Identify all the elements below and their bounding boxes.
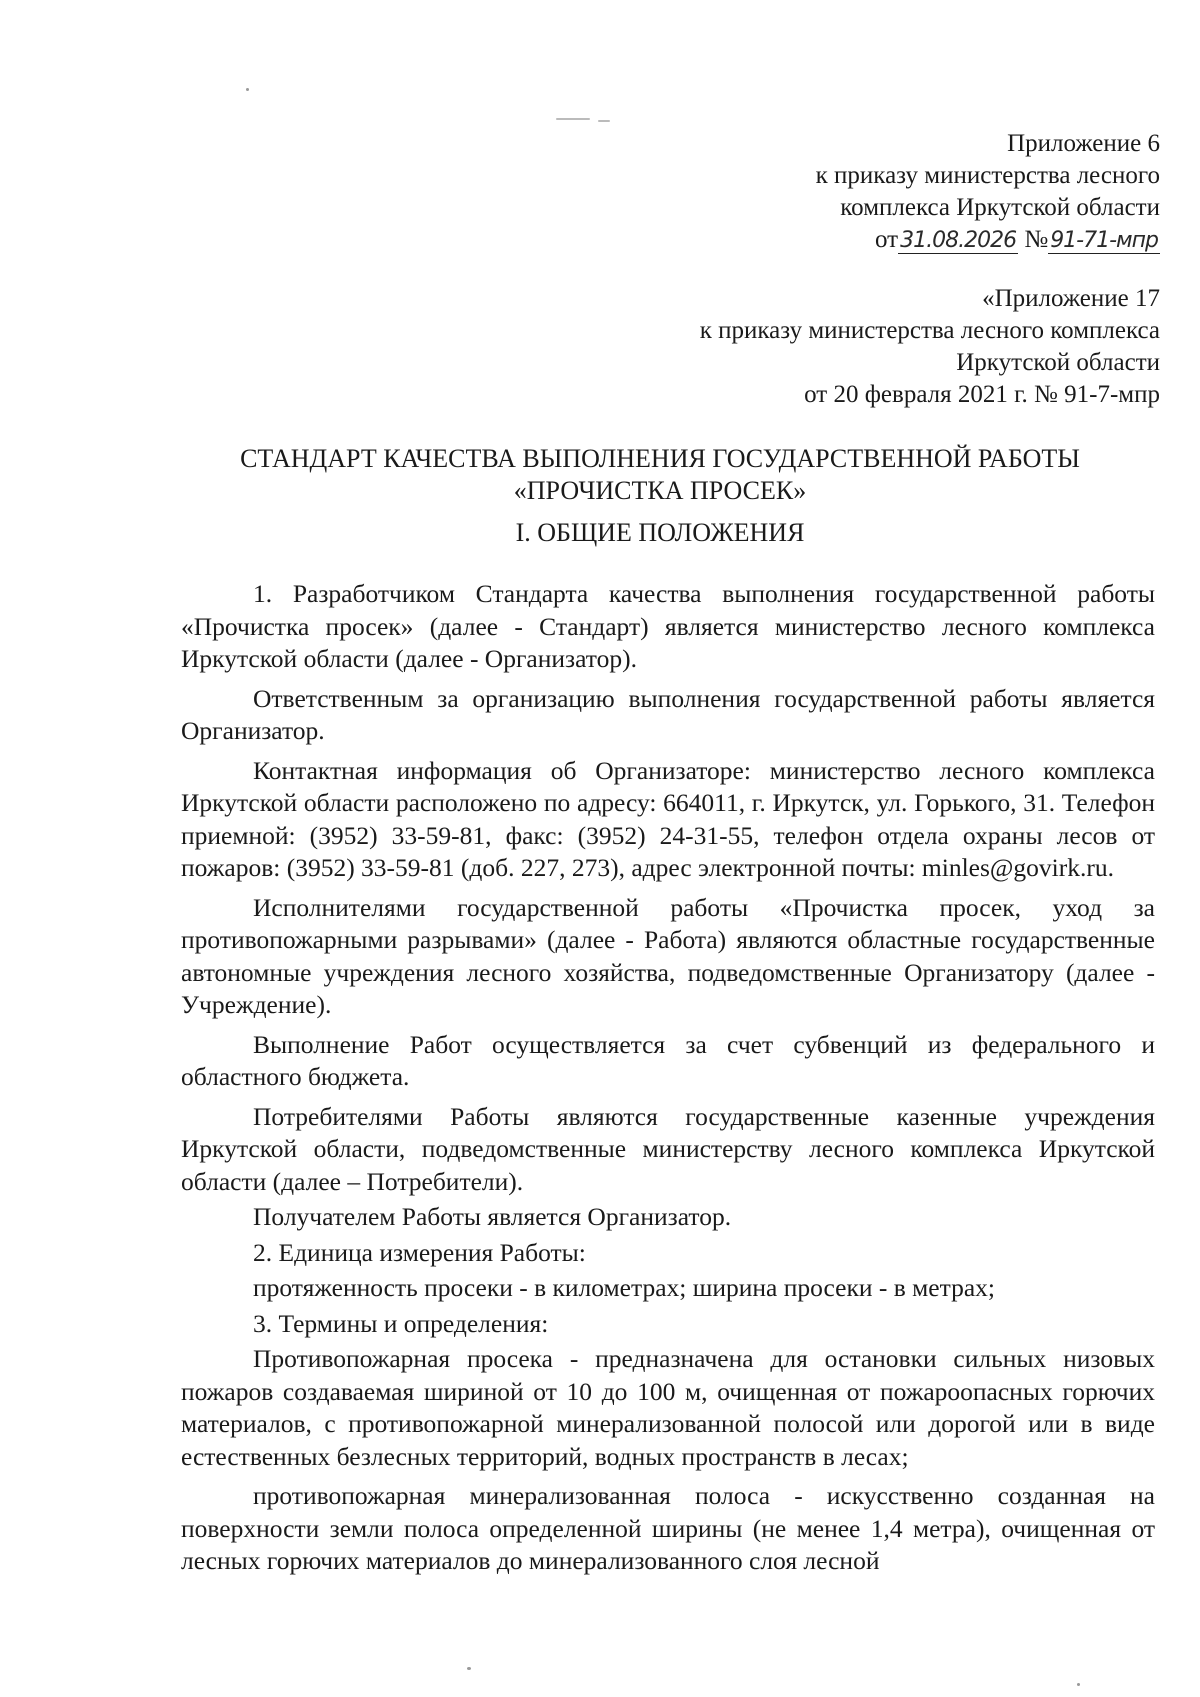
appendix-17-order-line: к приказу министерства лесного комплекса xyxy=(699,317,1160,344)
scan-speck xyxy=(598,120,610,122)
appendix-6-block xyxy=(816,128,1160,257)
paragraph-mineral-strip-definition: противопожарная минерализованная полоса - искусственно созданная на поверхности земли полоса определенной ширины (не менее 1,4 метра), очищенная от лесных горючих материалов до минерализованного слоя лесной xyxy=(181,1481,1155,1575)
number-prefix: № xyxy=(1024,226,1049,253)
date-prefix: от xyxy=(875,226,899,253)
appendix-17-title: «Приложение 17 xyxy=(982,285,1160,312)
document-body xyxy=(181,578,1155,1578)
paragraph-contacts: Контактная информация об Организаторе: министерство лесного комплекса Иркутской области расположено по адресу: 664011, г. Иркутск, ул. Горького, 31. Телефон приемной: (3952) 33-59-81, факс: (3952) 24-31-55, телефон отдела охраны лесов от пожаров: (3952) 33-59-81 (доб. 227, 273), адрес электронной почты: minles@govirk.ru. xyxy=(181,755,1155,882)
paragraph-terms-heading: 3. Термины и определения: xyxy=(253,1308,549,1338)
paragraph-responsible: Ответственным за организацию выполнения государственной работы является Организатор. xyxy=(181,683,1155,745)
appendix-6-date-number xyxy=(816,224,1160,257)
appendix-17-region-line: Иркутской области xyxy=(956,349,1160,376)
paragraph-firebreak-definition: Противопожарная просека - предназначена для остановки сильных низовых пожаров создаваемая шириной от 10 до 100 м, очищенная от пожароопасных горючих материалов, с противопожарной минерализованной полосой или дорогой или в виде естественных безлесных территорий, водных пространств в лесах; xyxy=(181,1344,1155,1471)
scan-speck xyxy=(1077,1683,1080,1686)
handwritten-number: 91-71-мпр xyxy=(1050,228,1158,253)
paragraph-recipient: Получателем Работы является Организатор. xyxy=(253,1202,732,1231)
scan-speck xyxy=(467,1667,471,1670)
paragraph-consumers: Потребителями Работы являются государственные казенные учреждения Иркутской области, подведомственные министерству лесного комплекса Иркутской области (далее – Потребители). xyxy=(181,1101,1155,1196)
paragraph-funding: Выполнение Работ осуществляется за счет субвенций из федерального и областного бюджета. xyxy=(181,1029,1155,1091)
appendix-6-ministry-line: комплекса Иркутской области xyxy=(840,194,1160,221)
appendix-17-block xyxy=(700,283,1160,411)
scan-speck xyxy=(246,88,249,91)
paragraph-unit-value: протяженность просеки - в километрах; ширина просеки - в метрах; xyxy=(253,1273,995,1302)
scan-speck xyxy=(556,118,590,120)
handwritten-date: 31.08.2026 xyxy=(900,228,1017,253)
paragraph-executors: Исполнителями государственной работы «Прочистка просек, уход за противопожарными разрывами» (далее - Работа) являются областные государственные автономные учреждения лесного хозяйства, подведомственные Организатору (далее - Учреждение). xyxy=(181,892,1155,1019)
paragraph-unit-heading: 2. Единица измерения Работы: xyxy=(253,1237,586,1267)
document-title-line-2: «ПРОЧИСТКА ПРОСЕК» xyxy=(513,476,807,505)
appendix-6-order-line: к приказу министерства лесного xyxy=(815,162,1160,189)
document-title-line-1: СТАНДАРТ КАЧЕСТВА ВЫПОЛНЕНИЯ ГОСУДАРСТВЕННОЙ РАБОТЫ xyxy=(240,444,1080,473)
appendix-6-title: Приложение 6 xyxy=(1007,130,1160,157)
paragraph-developer: 1. Разработчиком Стандарта качества выполнения государственной работы «Прочистка просек» (далее - Стандарт) является министерство лесного комплекса Иркутской области (далее - Организатор). xyxy=(181,579,1155,673)
appendix-17-date-line: от 20 февраля 2021 г. № 91-7-мпр xyxy=(804,381,1160,408)
section-heading: I. ОБЩИЕ ПОЛОЖЕНИЯ xyxy=(515,518,805,547)
